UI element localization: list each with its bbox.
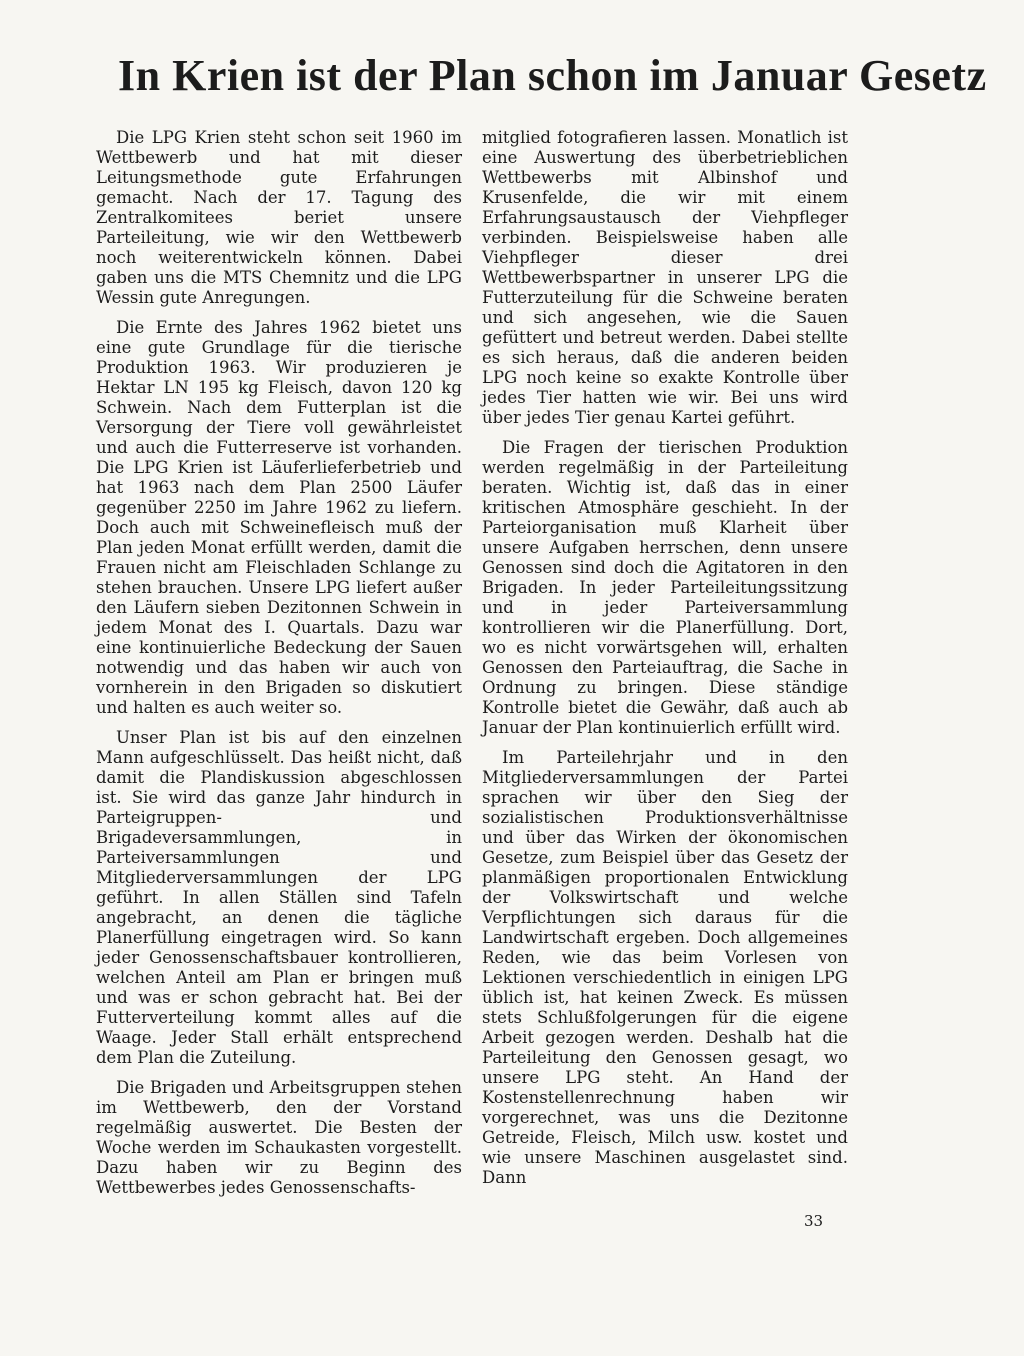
paragraph: Die Ernte des Jahres 1962 bietet uns eine gute Grundlage für die tierische Produktion 1963. Wir produzieren je Hektar LN 195 kg Fleisch, davon 120 kg Schwein. Nach dem Futterplan ist die Versorgung der Tiere voll gewährleistet und auch die Futterreserve ist vorhanden. Die LPG Krien ist Läuferlieferbetrieb und hat 1963 nach dem Plan 2500 Läufer gegenüber 2250 im Jahre 1962 zu liefern. Doch auch mit Schweinefleisch muß der Plan jeden Monat erfüllt werden, damit die Frauen nicht am Fleischladen Schlange zu stehen brauchen. Unsere LPG liefert außer den Läufern sieben Dezitonnen Schwein in jedem Monat des I. Quartals. Dazu war eine kontinuierliche Bedeckung der Sauen notwendig und das haben wir auch von vornherein in den Brigaden so diskutiert und halten es auch weiter so. [96,318,462,717]
paragraph: Im Parteilehrjahr und in den Mitgliederversammlungen der Partei sprachen wir über den Sieg der sozialistischen Produktionsverhältnisse und über das Wirken der ökonomischen Gesetze, zum Beispiel über das Gesetz der planmäßigen proportionalen Entwicklung der Volkswirtschaft und welche Verpflichtungen sich daraus für die Landwirtschaft ergeben. Doch allgemeines Reden, wie das beim Vorlesen von Lektionen verschiedentlich in einigen LPG üblich ist, hat keinen Zweck. Es müssen stets Schlußfolgerungen für die eigene Arbeit gezogen werden. Deshalb hat die Parteileitung den Genossen gesagt, wo unsere LPG steht. An Hand der Kostenstellenrechnung haben wir vorgerechnet, was uns die Dezitonne Getreide, Fleisch, Milch usw. kostet und wie unsere Maschinen ausgelastet sind. Dann [482,748,848,1187]
paragraph: Die Brigaden und Arbeitsgruppen stehen im Wettbewerb, den der Vorstand regelmäßig auswertet. Die Besten der Woche werden im Schaukasten vorgestellt. Dazu haben wir zu Beginn des Wettbewerbes jedes Genossenschafts- [96,1078,462,1197]
text-column-right [482,128,848,1198]
paragraph: mitglied fotografieren lassen. Monatlich ist eine Auswertung des überbetrieblichen Wettbewerbs mit Albinshof und Krusenfelde, die wir mit einem Erfahrungsaustausch der Viehpfleger verbinden. Beispielsweise haben alle Viehpfleger dieser drei Wettbewerbspartner in unserer LPG die Futterzuteilung für die Schweine beraten und sich angesehen, wie die Sauen gefüttert und betreut werden. Dabei stellte es sich heraus, daß die anderen beiden LPG noch keine so exakte Kontrolle über jedes Tier hatten wie wir. Bei uns wird über jedes Tier genau Kartei geführt. [482,128,848,427]
paragraph: Unser Plan ist bis auf den einzelnen Mann aufgeschlüsselt. Das heißt nicht, daß damit die Plandiskussion abgeschlossen ist. Sie wird das ganze Jahr hindurch in Parteigruppen- und Brigadeversammlungen, in Parteiversammlungen und Mitgliederversammlungen der LPG geführt. In allen Ställen sind Tafeln angebracht, an denen die tägliche Planerfüllung eingetragen wird. So kann jeder Genossenschaftsbauer kontrollieren, welchen Anteil am Plan er bringen muß und was er schon gebracht hat. Bei der Futterverteilung kommt alles auf die Waage. Jeder Stall erhält entsprechend dem Plan die Zuteilung. [96,728,462,1067]
text-column-left [96,128,462,1208]
paragraph: Die LPG Krien steht schon seit 1960 im Wettbewerb und hat mit dieser Leitungsmethode gute Erfahrungen gemacht. Nach der 17. Tagung des Zentralkomitees beriet unsere Parteileitung, wie wir den Wettbewerb noch weiterentwickeln können. Dabei gaben uns die MTS Chemnitz und die LPG Wessin gute Anregungen. [96,128,462,307]
page-title: In Krien ist der Plan schon im Januar Gesetz [118,51,987,100]
paragraph: Die Fragen der tierischen Produktion werden regelmäßig in der Parteileitung beraten. Wichtig ist, daß das in einer kritischen Atmosphäre geschieht. In der Parteiorganisation muß Klarheit über unsere Aufgaben herrschen, denn unsere Genossen sind doch die Agitatoren in den Brigaden. In jeder Parteileitungssitzung und in jeder Parteiversammlung kontrollieren wir die Planerfüllung. Dort, wo es nicht vorwärtsgehen will, erhalten Genossen den Parteiauftrag, die Sache in Ordnung zu bringen. Diese ständige Kontrolle bietet die Gewähr, daß auch ab Januar der Plan kontinuierlich erfüllt wird. [482,438,848,737]
page-number: 33 [804,1212,824,1230]
